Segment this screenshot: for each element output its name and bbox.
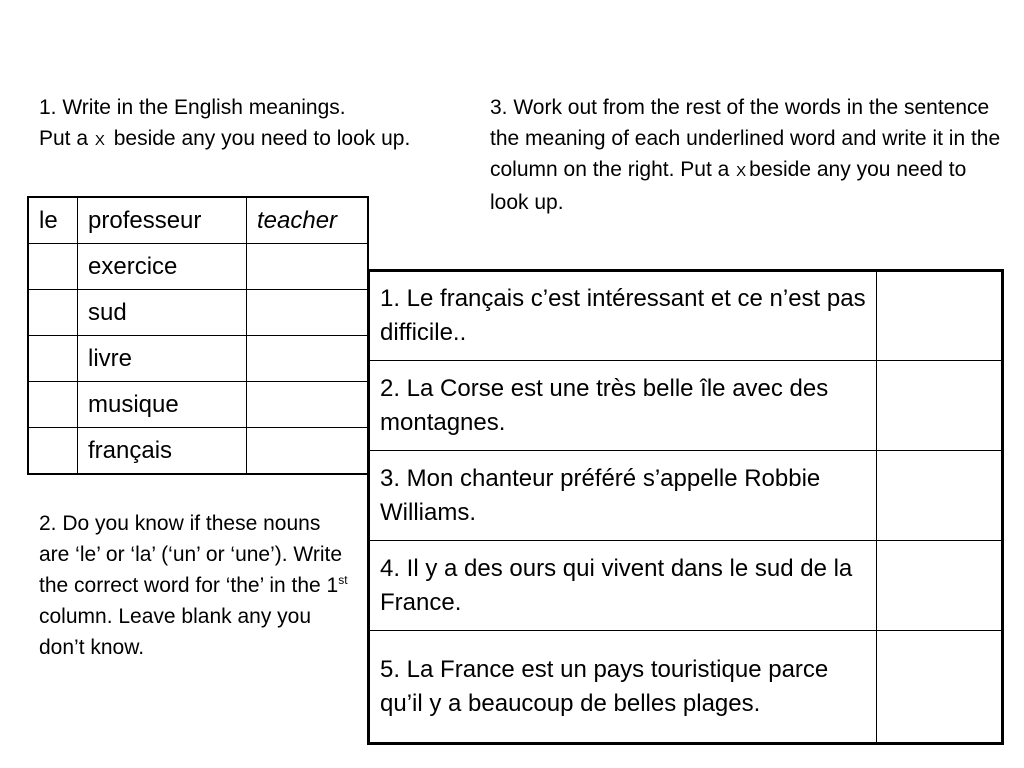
sentence-row — [369, 361, 1003, 451]
article-cell[interactable] — [28, 382, 78, 428]
superscript-st: st — [338, 573, 348, 587]
instruction-1-line-a: 1. Write in the English meanings. — [39, 96, 346, 119]
sentence-cell: 5. La France est un pays touristique parce qu’il y a beaucoup de belles plages. — [369, 631, 877, 744]
answer-cell[interactable] — [877, 361, 1003, 451]
vocab-row — [28, 290, 368, 336]
sentence-table — [367, 269, 1004, 745]
article-cell[interactable] — [28, 244, 78, 290]
instruction-3-text-end: beside any you need to look up. — [490, 158, 967, 214]
english-meaning-cell[interactable]: teacher — [247, 197, 369, 244]
sentence-cell: 3. Mon chanteur préféré s’appelle Robbie Williams. — [369, 451, 877, 541]
instruction-3 — [490, 92, 1005, 218]
french-word-cell: français — [78, 428, 247, 475]
sentence-cell: 2. La Corse est une très belle île avec des montagnes. — [369, 361, 877, 451]
french-word-cell: sud — [78, 290, 247, 336]
sentence-row — [369, 451, 1003, 541]
instruction-2 — [39, 508, 354, 663]
instruction-2-text: 2. Do you know if these nouns are ‘le’ or ‘la’ (‘un’ or ‘une’). Write the correct word for ‘the’ in the 1 — [39, 512, 343, 597]
french-word-cell: exercice — [78, 244, 247, 290]
article-cell[interactable] — [28, 428, 78, 475]
vocab-row — [28, 197, 368, 244]
english-meaning-cell[interactable] — [247, 382, 369, 428]
x-mark-icon: X — [736, 163, 747, 180]
answer-cell[interactable] — [877, 271, 1003, 361]
instruction-1 — [39, 92, 459, 156]
sentence-row — [369, 631, 1003, 744]
english-meaning-cell[interactable] — [247, 336, 369, 382]
vocab-table — [27, 196, 369, 475]
instruction-2-text-end: column. Leave blank any you don’t know. — [39, 605, 312, 659]
vocab-row — [28, 382, 368, 428]
instruction-1-line-b-start: Put a — [39, 127, 94, 150]
vocab-row — [28, 428, 368, 475]
article-cell[interactable]: le — [28, 197, 78, 244]
answer-cell[interactable] — [877, 631, 1003, 744]
article-cell[interactable] — [28, 290, 78, 336]
sentence-row — [369, 541, 1003, 631]
french-word-cell: musique — [78, 382, 247, 428]
english-meaning-cell[interactable] — [247, 290, 369, 336]
x-mark-icon: X — [94, 132, 105, 149]
vocab-row — [28, 336, 368, 382]
vocab-row — [28, 244, 368, 290]
french-word-cell: livre — [78, 336, 247, 382]
sentence-cell: 1. Le français c’est intéressant et ce n’est pas difficile.. — [369, 271, 877, 361]
english-meaning-cell[interactable] — [247, 428, 369, 475]
french-word-cell: professeur — [78, 197, 247, 244]
answer-cell[interactable] — [877, 541, 1003, 631]
sentence-cell: 4. Il y a des ours qui vivent dans le sud de la France. — [369, 541, 877, 631]
answer-cell[interactable] — [877, 451, 1003, 541]
instruction-1-line-b-end: beside any you need to look up. — [107, 127, 411, 150]
sentence-row — [369, 271, 1003, 361]
article-cell[interactable] — [28, 336, 78, 382]
instruction-3-text: 3. Work out from the rest of the words in the sentence the meaning of each underlined word and write it in the column on the right. Put a — [490, 96, 1001, 181]
english-meaning-cell[interactable] — [247, 244, 369, 290]
